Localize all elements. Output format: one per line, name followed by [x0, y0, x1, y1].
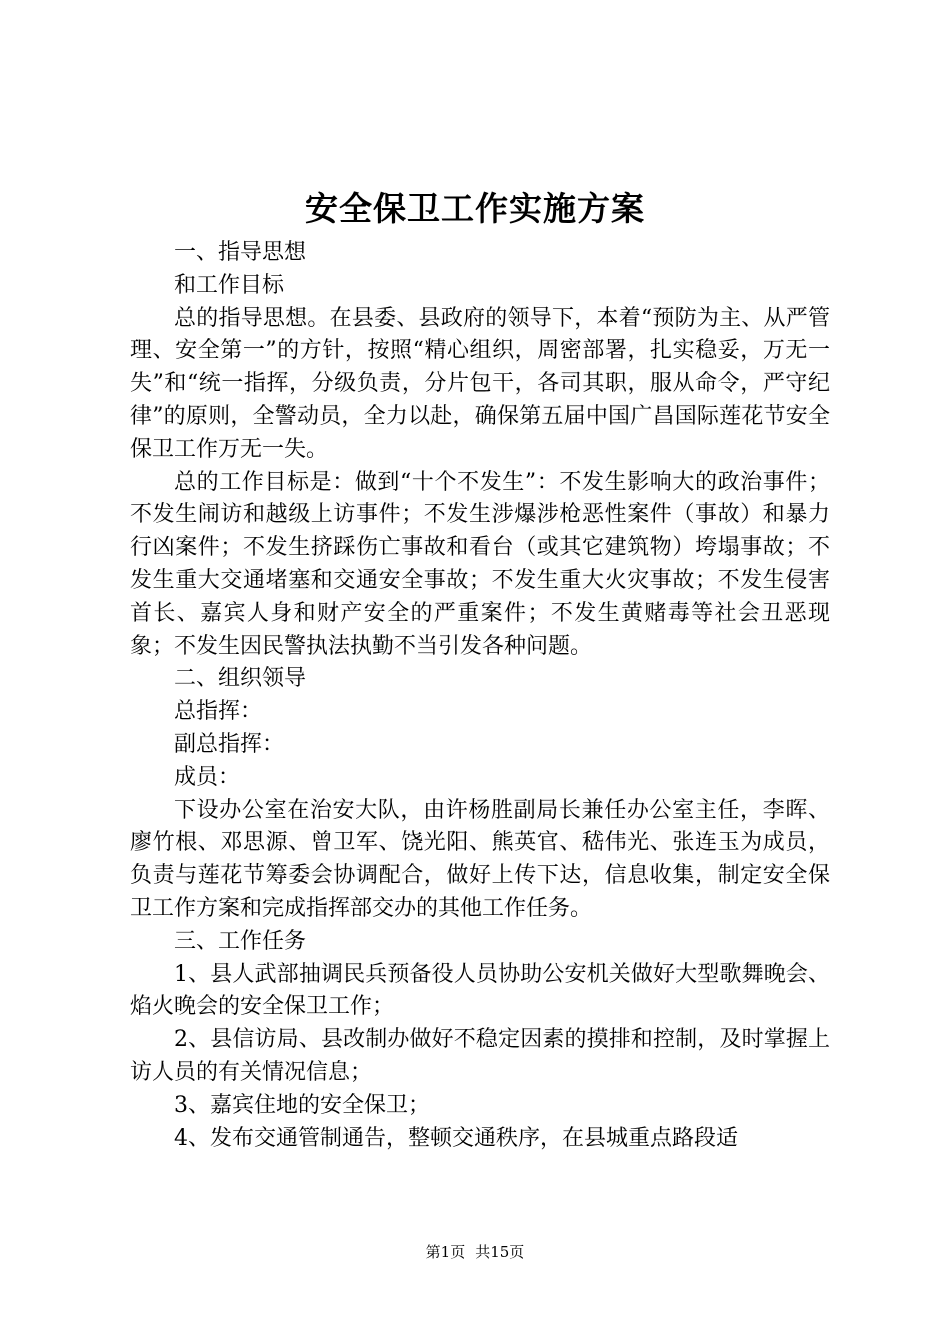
section-heading-3: 三、工作任务	[174, 928, 307, 954]
commander-line: 总指挥：	[174, 699, 263, 725]
task-item-1: 1、县人武部抽调民兵预备役人员协助公安机关做好大型歌舞晚会、焰火晚会的安全保卫工作；	[130, 961, 830, 1020]
members-line: 成员：	[174, 764, 241, 790]
page-number: 第1页	[425, 1243, 466, 1261]
document-title: 安全保卫工作实施方案	[305, 189, 645, 228]
work-goal-paragraph: 总的工作目标是：做到“十个不发生”：不发生影响大的政治事件；不发生闹访和越级上访事件；不发生涉爆涉枪恶性案件（事故）和暴力行凶案件；不发生挤踩伤亡事故和看台（或其它建筑物）垮塌事故；不发生重大交通堵塞和交通安全事故；不发生重大火灾事故；不发生侵害首长、嘉宾人身和财产安全的严重案件；不发生黄赌毒等社会丑恶现象；不发生因民警执法执勤不当引发各种问题。	[130, 469, 830, 659]
guiding-ideology-paragraph: 总的指导思想。在县委、县政府的领导下，本着“预防为主、从严管理、安全第一”的方针，按照“精心组织，周密部署，扎实稳妥，万无一失”和“统一指挥，分级负责，分片包干，各司其职，服从命令，严守纪律”的原则，全警动员，全力以赴，确保第五届中国广昌国际莲花节安全保卫工作万无一失。	[130, 305, 830, 462]
deputy-commander-line: 副总指挥：	[174, 731, 285, 757]
page-total: 共15页	[475, 1243, 525, 1261]
task-item-4: 4、发布交通管制通告，整顿交通秩序，在县城重点路段适	[174, 1125, 738, 1151]
section-heading-1: 一、指导思想	[174, 240, 307, 265]
section-heading-1-continued: 和工作目标	[174, 272, 285, 298]
task-item-3: 3、嘉宾住地的安全保卫；	[174, 1092, 430, 1118]
task-item-2: 2、县信访局、县改制办做好不稳定因素的摸排和控制，及时掌握上访人员的有关情况信息；	[130, 1027, 830, 1085]
office-paragraph: 下设办公室在治安大队，由许杨胜副局长兼任办公室主任，李晖、廖竹根、邓思源、曾卫军、饶光阳、熊英官、嵇伟光、张连玉为成员，负责与莲花节筹委会协调配合，做好上传下达，信息收集，制定安全保卫工作方案和完成指挥部交办的其他工作任务。	[130, 797, 830, 921]
document-body	[130, 237, 830, 1155]
page-footer	[0, 1242, 950, 1262]
section-heading-2: 二、组织领导	[174, 666, 307, 692]
